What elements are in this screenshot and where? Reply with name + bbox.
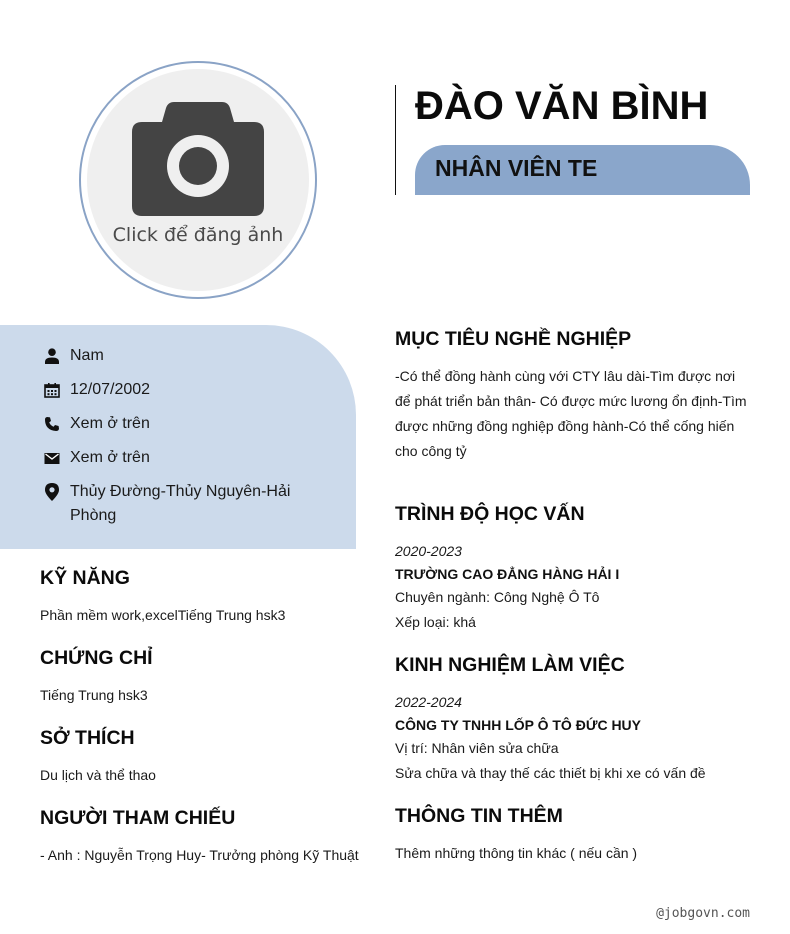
education-school: TRƯỜNG CAO ĐẲNG HÀNG HẢI I xyxy=(395,566,620,582)
additional-info-heading: THÔNG TIN THÊM xyxy=(395,805,563,827)
location-pin-icon xyxy=(44,480,60,504)
photo-upload-label[interactable]: Click để đăng ảnh xyxy=(112,224,284,246)
candidate-name: ĐÀO VĂN BÌNH xyxy=(415,84,709,128)
experience-heading: KINH NGHIỆM LÀM VIỆC xyxy=(395,654,625,676)
certificates-heading: CHỨNG CHỈ xyxy=(40,647,153,669)
job-title: NHÂN VIÊN TE xyxy=(435,155,598,181)
skills-text: Phần mềm work,excelTiếng Trung hsk3 xyxy=(40,607,286,623)
email-value[interactable]: Xem ở trên xyxy=(70,449,150,466)
person-icon xyxy=(44,344,60,368)
objective-heading: MỤC TIÊU NGHỀ NGHIỆP xyxy=(395,328,632,350)
hobbies-text: Du lịch và thể thao xyxy=(40,767,156,783)
education-heading: TRÌNH ĐỘ HỌC VẤN xyxy=(395,503,585,525)
references-heading: NGƯỜI THAM CHIẾU xyxy=(40,807,236,829)
certificates-text: Tiếng Trung hsk3 xyxy=(40,687,148,703)
camera-icon[interactable] xyxy=(132,102,264,218)
hobbies-heading: SỞ THÍCH xyxy=(40,727,135,749)
phone-icon xyxy=(44,412,60,436)
contact-birthday xyxy=(44,378,310,402)
experience-position: Vị trí: Nhân viên sửa chữa xyxy=(395,740,559,756)
education-grade: Xếp loại: khá xyxy=(395,614,476,630)
contact-email xyxy=(44,446,310,470)
experience-description: Sửa chữa và thay thế các thiết bị khi xe có vấn đề xyxy=(395,765,706,781)
watermark: @jobgovn.com xyxy=(656,906,750,921)
calendar-icon xyxy=(44,378,60,402)
address-value: Thủy Đường-Thủy Nguyên-Hải Phòng xyxy=(70,483,291,524)
mail-icon xyxy=(44,446,60,470)
additional-info-text: Thêm những thông tin khác ( nếu cần ) xyxy=(395,845,638,861)
birthday-value: 12/07/2002 xyxy=(70,381,151,398)
education-period: 2020-2023 xyxy=(395,543,462,559)
experience-period: 2022-2024 xyxy=(395,694,462,710)
gender-value: Nam xyxy=(70,347,104,364)
education-major: Chuyên ngành: Công Nghệ Ô Tô xyxy=(395,589,600,605)
phone-value[interactable]: Xem ở trên xyxy=(70,415,150,432)
contact-phone xyxy=(44,412,310,436)
objective-text: -Có thể đồng hành cùng với CTY lâu dài-Tìm được nơi để phát triển bản thân- Có được mức lương ổn định-Tìm được những đồng nghiệp đồng hành-Có thể cống hiến cho công tỷ xyxy=(395,368,747,459)
skills-heading: KỸ NĂNG xyxy=(40,567,130,589)
header-divider xyxy=(395,85,396,195)
contact-address xyxy=(44,480,310,528)
contact-gender xyxy=(44,344,310,368)
experience-company: CÔNG TY TNHH LỐP Ô TÔ ĐỨC HUY xyxy=(395,717,641,733)
references-text: - Anh : Nguyễn Trọng Huy- Trưởng phòng Kỹ Thuật xyxy=(40,847,359,863)
